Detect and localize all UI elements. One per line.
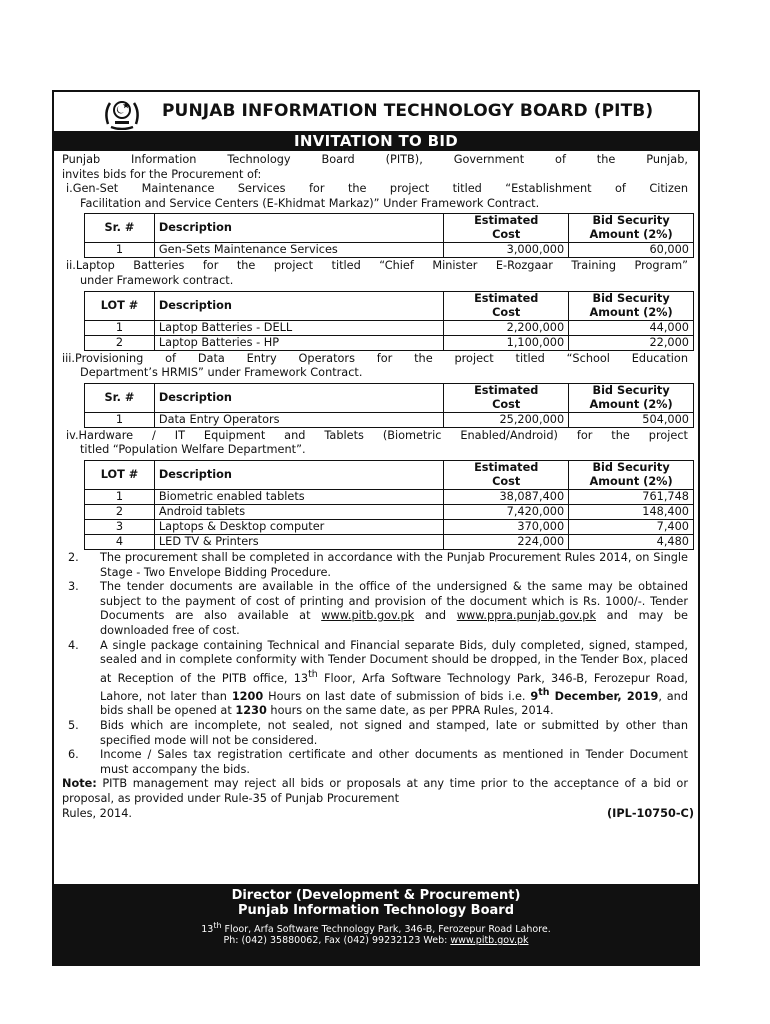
row-no: 4: [85, 534, 155, 549]
item-iv-title-line-1: iv.Hardware / IT Equipment and Tablets (Biometric Enabled/Android) for the project: [66, 428, 688, 442]
table-row: [85, 534, 694, 549]
row-bid-security: 60,000: [569, 243, 694, 258]
cost-header-line-2: Cost: [492, 228, 521, 242]
submission-date: [530, 687, 659, 703]
col-header-estimated-cost: [444, 291, 569, 320]
table-row: [85, 320, 694, 335]
col-header-no: Sr. #: [85, 214, 155, 243]
row-description: LED TV & Printers: [154, 534, 443, 549]
row-bid-security: 22,000: [569, 335, 694, 350]
cost-header-line-1: Estimated: [474, 214, 539, 228]
table-row: [85, 519, 694, 534]
text-segment: and may be downloaded free of cost.: [100, 609, 688, 637]
row-bid-security: 7,400: [569, 519, 694, 534]
row-no: 1: [85, 243, 155, 258]
item-i-title-line-2: Facilitation and Service Centers (E-Khidmat Markaz)” Under Framework Contract.: [80, 196, 540, 210]
paragraph-number: 5.: [68, 719, 79, 732]
row-bid-security: 504,000: [569, 412, 694, 427]
col-header-no: LOT #: [85, 460, 155, 489]
paragraph-number: 4.: [68, 638, 79, 652]
col-header-bid-security: [569, 383, 694, 412]
cost-header-line-1: Estimated: [474, 291, 539, 305]
table-header-row: [85, 214, 694, 243]
item-i-title-line-1: i.Gen-Set Maintenance Services for the project titled “Establishment of Citizen: [66, 182, 688, 196]
row-estimated-cost: 370,000: [444, 519, 569, 534]
security-header-line-2: Amount (2%): [589, 305, 673, 319]
row-estimated-cost: 1,100,000: [444, 335, 569, 350]
row-estimated-cost: 38,087,400: [444, 489, 569, 504]
row-description: Android tablets: [154, 504, 443, 519]
footer-organization: Punjab Information Technology Board: [237, 903, 514, 918]
row-no: 3: [85, 519, 155, 534]
footer-address: [54, 921, 698, 935]
security-header-line-1: Bid Security: [592, 291, 670, 305]
cost-header-line-2: Cost: [492, 397, 521, 411]
footer-contact: [54, 935, 698, 946]
cost-header-line-1: Estimated: [474, 460, 539, 474]
row-estimated-cost: 7,420,000: [444, 504, 569, 519]
paragraph-2: [54, 551, 698, 580]
submission-time: 1200: [231, 689, 264, 703]
security-header-line-2: Amount (2%): [589, 474, 673, 488]
note-last-line: Rules, 2014.: [62, 806, 132, 820]
text-segment: The tender documents are available in the office of the undersigned & the same may be obtained subject to the payment of cost of printing and provision of the document which is Rs. 1000/-. Tender Documents are also available at: [100, 580, 688, 623]
note-last-line-row: [54, 807, 698, 821]
footer-title: Director (Development & Procurement): [231, 888, 521, 903]
paragraph-text: [100, 580, 688, 638]
security-header-line-1: Bid Security: [592, 460, 670, 474]
item-i-table: [84, 213, 694, 258]
col-header-estimated-cost: [444, 460, 569, 489]
item-iv-table: [84, 460, 694, 550]
paragraph-text: Bids which are incomplete, not sealed, not signed and stamped, late or submitted by other than specified mode will not be considered.: [100, 719, 688, 747]
text-segment: A single package containing Technical and Financial separate Bids, duly completed, signed, stamped, sealed and in complete conformity with Tender Document should be dropped, in the Tender Box, placed at Reception of the PITB office, 13: [100, 638, 688, 685]
paragraph-6: [54, 748, 698, 777]
text-segment: , and bids shall be opened at: [100, 689, 688, 718]
organization-title: PUNJAB INFORMATION TECHNOLOGY BOARD (PITB): [162, 101, 654, 121]
row-estimated-cost: 224,000: [444, 534, 569, 549]
col-header-description: Description: [154, 383, 443, 412]
item-iii-table: [84, 383, 694, 428]
table-header-row: [85, 460, 694, 489]
table-row: [85, 412, 694, 427]
col-header-estimated-cost: [444, 214, 569, 243]
table-row: [85, 243, 694, 258]
row-description: Biometric enabled tablets: [154, 489, 443, 504]
row-bid-security: 44,000: [569, 320, 694, 335]
text-segment: and: [414, 609, 457, 623]
date-month-year: December, 2019: [549, 689, 659, 703]
note-label: Note:: [62, 777, 97, 791]
intro-line-1: Punjab Information Technology Board (PITB), Government of the Punjab,: [62, 153, 688, 166]
row-bid-security: 761,748: [569, 489, 694, 504]
text-segment: Ph: (042) 35880062, Fax (042) 99232123 Web:: [223, 935, 451, 947]
security-header-line-2: Amount (2%): [589, 397, 673, 411]
cost-header-line-2: Cost: [492, 305, 521, 319]
superscript: th: [538, 687, 550, 699]
row-description: Laptop Batteries - HP: [154, 335, 443, 350]
item-ii-title-line-1: ii.Laptop Batteries for the project titled “Chief Minister E-Rozgaar Training Program”: [66, 259, 688, 273]
row-description: Data Entry Operators: [154, 412, 443, 427]
table-row: [85, 504, 694, 519]
row-no: 1: [85, 412, 155, 427]
paragraph-number: 6.: [68, 748, 79, 762]
reference-code: (IPL-10750-C): [607, 806, 694, 820]
paragraph-5: [54, 719, 698, 748]
government-punjab-emblem-icon: [100, 94, 144, 130]
security-header-line-1: Bid Security: [592, 214, 670, 228]
text-segment: Floor, Arfa Software Technology Park, 346-B, Ferozepur Road Lahore.: [221, 924, 551, 936]
ppra-website-link[interactable]: www.ppra.punjab.gov.pk: [456, 609, 597, 623]
footer-website-link[interactable]: www.pitb.gov.pk: [450, 935, 529, 947]
row-no: 1: [85, 320, 155, 335]
row-description: Laptop Batteries - DELL: [154, 320, 443, 335]
table-row: [85, 335, 694, 350]
row-description: Gen-Sets Maintenance Services: [154, 243, 443, 258]
superscript: th: [308, 668, 318, 680]
row-estimated-cost: 25,200,000: [444, 412, 569, 427]
security-header-line-2: Amount (2%): [589, 228, 673, 242]
paragraph-text: [100, 639, 688, 720]
paragraph-number: 3.: [68, 580, 79, 594]
item-iii-title-line-2: Department’s HRMIS” under Framework Contract.: [80, 366, 363, 380]
security-header-line-1: Bid Security: [592, 383, 670, 397]
table-header-row: [85, 291, 694, 320]
col-header-estimated-cost: [444, 383, 569, 412]
text-segment: Floor, Arfa Software Technology Park, 346-B, Ferozepur Road, Lahore, not later than: [100, 671, 688, 703]
item-ii-table: [84, 291, 694, 351]
note-paragraph: [54, 777, 698, 806]
row-no: 2: [85, 504, 155, 519]
cost-header-line-1: Estimated: [474, 383, 539, 397]
pitb-website-link[interactable]: www.pitb.gov.pk: [321, 609, 415, 623]
intro-line-2: invites bids for the Procurement of:: [62, 167, 262, 181]
note-text: PITB management may reject all bids or proposals at any time prior to the acceptance of a bid or proposal, as provided under Rule-35 of Punjab Procurement: [62, 777, 688, 805]
text-segment: Hours on last date of submission of bids i.e.: [263, 689, 531, 703]
table-header-row: [85, 383, 694, 412]
col-header-bid-security: [569, 214, 694, 243]
item-ii-title-line-2: under Framework contract.: [80, 273, 234, 287]
superscript: th: [213, 921, 222, 930]
bid-advertisement: [52, 90, 700, 966]
paragraph-text: The procurement shall be completed in accordance with the Punjab Procurement Rules 2014, on Single Stage - Two Envelope Bidding Procedure.: [100, 550, 688, 579]
table-row: [85, 489, 694, 504]
text-segment: hours on the same date, as per PPRA Rules, 2014.: [266, 704, 554, 718]
row-bid-security: 148,400: [569, 504, 694, 519]
col-header-no: Sr. #: [85, 383, 155, 412]
opening-time: 1230: [235, 704, 267, 718]
row-estimated-cost: 2,200,000: [444, 320, 569, 335]
col-header-description: Description: [154, 291, 443, 320]
row-no: 2: [85, 335, 155, 350]
date-day: 9: [530, 689, 539, 703]
ad-header: [54, 92, 698, 132]
item-iv-title-line-2: titled “Population Welfare Department”.: [80, 443, 306, 457]
col-header-bid-security: [569, 291, 694, 320]
cost-header-line-2: Cost: [492, 474, 521, 488]
row-bid-security: 4,480: [569, 534, 694, 549]
col-header-no: LOT #: [85, 291, 155, 320]
paragraph-number: 2.: [68, 550, 79, 564]
ad-footer: [54, 884, 698, 964]
ad-body: [54, 151, 698, 550]
paragraph-3: [54, 580, 698, 638]
row-no: 1: [85, 489, 155, 504]
row-description: Laptops & Desktop computer: [154, 519, 443, 534]
item-iii-title-line-1: iii.Provisioning of Data Entry Operators for the project titled “School Education: [62, 351, 688, 365]
row-estimated-cost: 3,000,000: [444, 243, 569, 258]
text-segment: 13: [201, 924, 214, 936]
col-header-bid-security: [569, 460, 694, 489]
paragraph-4: [54, 639, 698, 720]
invitation-banner: INVITATION TO BID: [54, 132, 698, 151]
col-header-description: Description: [154, 460, 443, 489]
col-header-description: Description: [154, 214, 443, 243]
paragraph-text: Income / Sales tax registration certificate and other documents as mentioned in Tender Document must accompany the bids.: [100, 748, 688, 776]
